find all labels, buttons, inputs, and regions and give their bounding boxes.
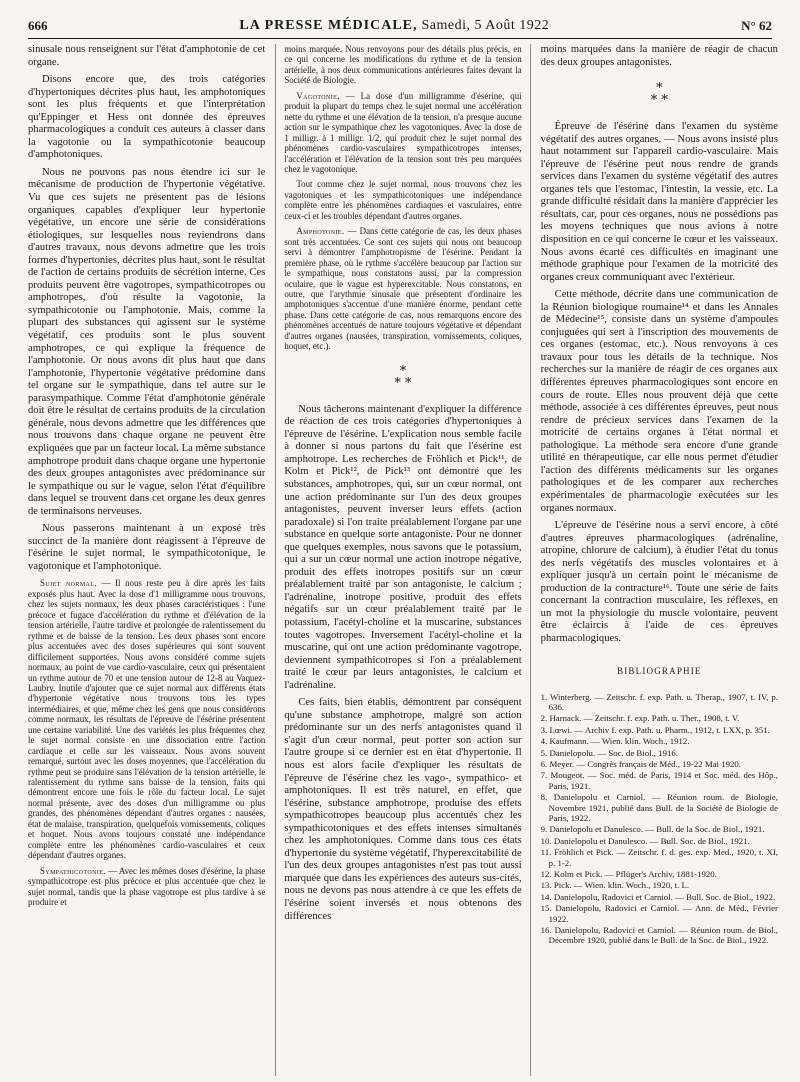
bibliography-entry: 8. Danielopolu et Carniol. — Réunion roum. de Biologie, Novembre 1921, publié dans Bull. de la Société de Biologie de Paris, 1922.	[540, 792, 778, 823]
section-label: Amphotonie.	[296, 226, 345, 237]
bibliography-entry: 12. Kolm et Pick. — Pflüger's Archiv, 1881-1920.	[540, 869, 717, 880]
bibliography-entry: 5. Danielopolu. — Soc. de Biol., 1916.	[540, 747, 678, 758]
paragraph: Nous tâcherons maintenant d'expliquer la différence de réaction de ces trois catégories d'hypertoniques à l'épreuve de l'ésérine. L'explication nous semble facile à donner si nous partons du fait que l'ésérine est amphotrope. Les recherches de Fröhlich et Pick¹¹, de Kolm et Pick¹², de Pick¹³ ont démontré que les substances, amphotropes, qui, sur un cœur normal, ont une action prédominante sur l'un des deux groupes antagonistes, peuvent inverser leurs effets (action paradoxale) si l'on traite préalablement l'organe par une substance en quelque sorte antagoniste. Pour ne donner que quelques exemples, nous savons que le potassium, qui a sur un cœur normal une action inotrope négative, produit des effets inotropes positifs sur un cœur préalablement traité par son antagoniste, le calcium ; l'adrénaline, inotrope positive, produit des effets négatifs sur un cœur préalablement traité par le potassium, l'acétyl-choline et la muscarine, substances toutes vagotropes. Inversement l'acétyl-choline et la muscarine, qui ont une action prédominante vagotrope, deviennent sympathicotropes si l'on a préalablement traité le cœur par leurs antagonistes, le calcium et l'adrénaline.	[284, 403, 522, 691]
section-divider-asterism: * * *	[394, 363, 412, 391]
bibliography-entry: 13. Pick. — Wien. klin. Woch., 1920, t. L.	[540, 880, 690, 891]
section-label: Sympathicotonie.	[40, 865, 106, 876]
issue-number: N° 62	[741, 18, 772, 33]
bibliography-entry: 7. Mougeot. — Soc. méd. de Paris, 1914 et Soc. méd. des Hôp., Paris, 1921.	[540, 770, 778, 791]
bibliography-entry: 9. Danielopolu et Danulesco. — Bull. de la Soc. de Biol., 1921.	[540, 824, 765, 835]
paragraph: L'épreuve de l'ésérine nous a servi encore, à côté d'autres épreuves pharmacologiques (adrénaline, atropine, chlorure de calcium), à étudier l'état du tonus des nerfs végétatifs des muscles volontaires et à expliquer jusqu'à un certain point le mécanisme de production de la contracture¹⁶. Toute une série de faits concernant la contraction musculaire, les réflexes, en un mot la physiologie du muscle volontaire, peuvent être éclaircis à l'aide de ces épreuves pharmacologiques.	[540, 520, 778, 644]
section-text: — La dose d'un milligramme d'ésérine, qui produit la plupart du temps chez le sujet normal une accélération nette du rythme et une élévation de la tension, n'a presque aucune action sur le sympathique chez les vagotoniques. Avec la dose de 1 milligr. à 1 milligr. 1/2, qui produit chez le sujet normal des phénomènes cardio-vasculaires sympathicotropes intenses, l'accélération et l'élévation de la tension sont très peu marquées chez le vagotonique.	[284, 90, 522, 174]
paragraph: Épreuve de l'ésérine dans l'examen du système végétatif des autres organes. — Nous avons insisté plus haut notamment sur l'appareil cardio-vasculaire. Mais l'épreuve de l'ésérine peut nous rendre de grands services dans l'examen du système végétatif des autres organes tels que l'estomac, l'intestin, la vessie, etc. La grande difficulté résidait dans la manière d'apprécier les résultats, car, pour ces organes, nous ne possédions pas les moyens techniques que nous avions à notre disposition en ce qui concerne le cœur et les vaisseaux. Nous avons écarté ces difficultés en imaginant une méthode graphique pour l'examen de la motricité des organes creux communiquant avec l'extérieur.	[540, 121, 778, 283]
paragraph: Nous ne pouvons pas nous étendre ici sur le mécanisme de production de l'hypertonie végétative. Vu que ces sujets ne présentent pas de lésions organiques capables d'expliquer leur hypertonie végétative, un encore une série de considérations étiologiques, sur lesquelles nous reviendrons dans d'autres travaux, nous devons admettre que les trois formes d'hypertonies, décrites plus haut, sont le résultat de l'action de certains produits de sécrétion interne. Ces produits peuvent être vagotropes, sympathicotropes ou amphotropes, d'où résulte la vagotonie, la sympathicotonie ou l'amphotonie. Mais, comme la plupart des substances qui agissent sur le système végétatif, ces produits sont le plus souvent amphotropes, ce qui explique la fréquence de l'amphotonie. Or nous avons dit plus haut que dans l'amphotonie, l'hypertonie végétative prédomine dans tel organe sur le sympathique, dans tel autre sur le parasympathique. Comme l'état d'amphotonie générale doit être le résultat de certains produits de la circulation générale, nous devons admettre que les différences que nous trouvons dans chaque organe ne peuvent être expliquées que par un facteur local. La même substance amphotrope produit dans chaque organe une hypertonie des deux groupes antagonistes avec prédominance sur le sympathique ou sur le vague, selon l'état d'équilibre dans lequel se trouvent dans cet organe les deux genres de terminaisons nerveuses.	[28, 166, 266, 517]
paragraph: moins marquée. Nous renvoyons pour des détails plus précis, en ce qui concerne les modifications du rythme et de la tension artérielle, à nos deux communications antérieures faites devant la Société de Biologie.	[284, 44, 522, 86]
bibliography-entry: 15. Danielopolu, Radovici et Carniol. — Ann. de Méd., Février 1922.	[540, 903, 778, 924]
paragraph: sinusale nous renseignent sur l'état d'amphotonie de cet organe.	[28, 44, 266, 68]
paragraph: Ces faits, bien établis, démontrent par conséquent qu'une substance amphotrope, malgré son action prédominante sur un des nerfs antagonistes quand il s'agit d'un cœur normal, peut porter son action sur l'autre groupe si ce dernier est en état d'hypertonie. Il nous est alors facile d'expliquer les résultats de l'épreuve de l'ésérine chez les vago-, sympathico- et amphotoniques. Il est très naturel, en effet, que l'ésérine, substance amphotrope, produise des effets sympathicotropes beaucoup plus accentués chez les sympathicotoniques et des effets intenses simultanés chez les amphotoniques. Comme dans tous ces états d'hypertonie du système végétatif, l'hyperexcitabilité de l'un des deux groupes antagonistes n'est pas tout aussi marquée que dans les expériences des auteurs sus-cités, nous ne devons pas nous attendre à ce que les effets de l'ésérine soient inversés et nous obtenons des différences	[284, 697, 522, 922]
section-vagotonie	[284, 91, 521, 175]
bibliography-entry: 6. Meyer. — Congrès français de Méd., 19-22 Mai 1920.	[540, 758, 741, 769]
section-text: — Dans cette catégorie de cas, les deux phases sont très accentuées. Ce sont ces sujets qui nous ont beaucoup servi à démontrer l'amphotropisme de l'ésérine. Pendant la première phase, où le rythme s'accélère beaucoup par l'action sur le sympathique, nous constatons aussi, par la compression oculaire, que le vague est hyperexcitable. Nous constatons, en outre, que l'arythmie sinusale que présentent d'ordinaire les amphotoniques s'accentue d'une manière énorme, pendant cette phase. Dans cette catégorie de cas, nous remarquons encore des phénomènes accentués de nature toujours végétative et dépendant d'autres organes (nausées, transpiration, vomissements, coliques, hoquet, etc.).	[284, 226, 522, 352]
paragraph: Tout comme chez le sujet normal, nous trouvons chez les vagotoniques et les sympathicotoniques une indépendance complète entre les phénomènes cardiaques et vasculaires, entre ceux-ci et les troubles dépendant d'autres organes.	[284, 179, 522, 221]
bibliography-entry: 2. Harnack. — Zeitschr. f. exp. Path. u. Ther., 1908, t. V.	[540, 713, 740, 724]
section-label: Vagotonie.	[296, 90, 340, 101]
bibliography-entry: 3. Lœwi. — Archiv f. exp. Path. u. Pharm., 1912, t. LXX, p. 351.	[540, 724, 770, 735]
bibliography-entry: 14. Danielopolu, Radovici et Carniol. — Bull. Soc. de Biol., 1922.	[540, 891, 776, 902]
section-text: — Il nous reste peu à dire après les faits exposés plus haut. Avec la dose d'1 milligramme nous trouvons, chez les sujets normaux, les deux phases caractéristiques : l'une précoce et fugace d'accélération du rythme et d'élévation de la tension artérielle, l'autre tardive et prolongée de ralentissement du rythme et de baisse de la tension. Les deux phases sont encore plus accentuées avec des doses supérieures qui sont souvent difficilement supportées. Nous avons considéré comme sujets normaux, au point de vue cardio-vasculaire, ceux qui présentaient un rythme autour de 70 et une tension autour de 12-8 au Vaquez-Laubry. Inutile d'ajouter que ce sujet normal aux différents états d'hypertonie végétative nous trouvons tous les types intermédiaires, et que, même chez les gens que nous considérons comme normaux, les résultats de l'épreuve de l'ésérine présentent une certaine variabilité. Une des variétés les plus fréquentes chez le sujet normal consiste en une dissociation entre l'action cardiaque et celle sur les vaisseaux. Nous avons souvent remarqué, surtout avec les doses moyennes, que l'accélération du rythme peut se produire sans l'élévation de la tension artérielle, le ralentissement du rythme sans baisse de la tension, faits qui démontrent encore une fois le rôle du facteur local. Le sujet normal présente, avec des doses d'un milligramme ou plus grandes, des phénomènes dépendant d'autres organes : nausées, état de malaise, transpiration, quelquefois vomissements, coliques et hoquet. Nous avons toujours constaté une indépendance complète entre les phénomènes cardio-vasculaires et ceux dépendant d'autres organes.	[28, 578, 266, 861]
page-header	[28, 14, 772, 39]
bibliography-heading: BIBLIOGRAPHIE	[617, 665, 702, 676]
bibliography-list	[541, 692, 778, 946]
column-middle	[275, 44, 530, 1076]
section-amphotonie	[284, 226, 521, 351]
section-sujet-normal	[28, 578, 265, 860]
paragraph: Cette méthode, décrite dans une communication de la Réunion biologique roumaine¹⁴ et dans les Annales de Médecine¹⁵, consiste dans un système d'ampoules conjuguées qui sert à l'inscription des mouvements de ces organes (estomac, etc.). Nous renvoyons à ces travaux pour tous les détails de la technique. Nos recherches sur la manière de réagir de ces organes aux différentes épreuves pharmacologiques sont encore en cours de route. Elles nous prouvent déjà que cette méthode, associée à ces différentes épreuves, peut nous rendre de précieux services dans l'examen de la motricité de certains organes à l'état normal et pathologique. La méthode sera encore d'une grande utilité en thérapeutique, car elle nous permet d'étudier l'action des différents médicaments sur les organes pathologiques et de les comparer aux recherches expérimentales de pharmacologie exécutées sur les organes normaux.	[540, 289, 778, 514]
paragraph: Disons encore que, des trois catégories d'hypertoniques décrites plus haut, les amphotoniques sont les plus fréquents et que l'interprétation qu'Eppinger et Hess ont donnée des épreuves pharmacologiques a conduit ces auteurs à classer dans la vagotonie ou la sympathicotonie beaucoup d'amphotoniques.	[28, 74, 266, 161]
section-sympathicotonie	[28, 866, 265, 908]
paragraph: moins marquées dans la manière de réagir de chacun des deux groupes antagonistes.	[540, 44, 778, 68]
article-columns	[28, 44, 778, 1076]
journal-name: LA PRESSE MÉDICALE,	[239, 18, 418, 33]
paragraph: Nous passerons maintenant à un exposé très succinct de la manière dont réagissent à l'épreuve de l'ésérine le sujet normal, le sympathicotonique, le vagotonique et l'amphotonique.	[28, 523, 266, 572]
bibliography-entry: 4. Kaufmann. — Wien. klin. Woch., 1912.	[540, 736, 690, 747]
bibliography-entry: 1. Winterberg. — Zeitschr. f. exp. Path. u. Therap., 1907, t. IV, p. 636.	[540, 691, 778, 712]
column-right	[541, 44, 778, 1076]
issue-date: Samedi, 5 Août 1922	[421, 18, 550, 33]
column-left	[28, 44, 265, 1076]
section-text: — Avec les mêmes doses d'ésérine, la phase sympathicotrope est plus précoce et plus accentuée que chez le sujet normal, tandis que la phase vagotrope est plus tardive à se produire et	[28, 865, 266, 908]
section-divider-asterism: * * *	[650, 81, 668, 109]
bibliography-entry: 10. Danielopolu et Danulesco. — Bull. Soc. de Biol., 1921.	[540, 835, 750, 846]
section-label: Sujet normal.	[40, 578, 97, 589]
bibliography-entry: 16. Danielopolu, Radovici et Carniol. — Réunion roum. de Biol., Décembre 1920, publié dans le Bull. de la Soc. de Biol., 1922.	[540, 925, 778, 946]
running-title	[239, 18, 549, 34]
bibliography-entry: 11. Fröhlich et Pick. — Zeitschr. f. d. ges. exp. Med., 1920, t. XI, p. 1-2.	[540, 847, 778, 868]
page-number: 666	[28, 18, 48, 33]
